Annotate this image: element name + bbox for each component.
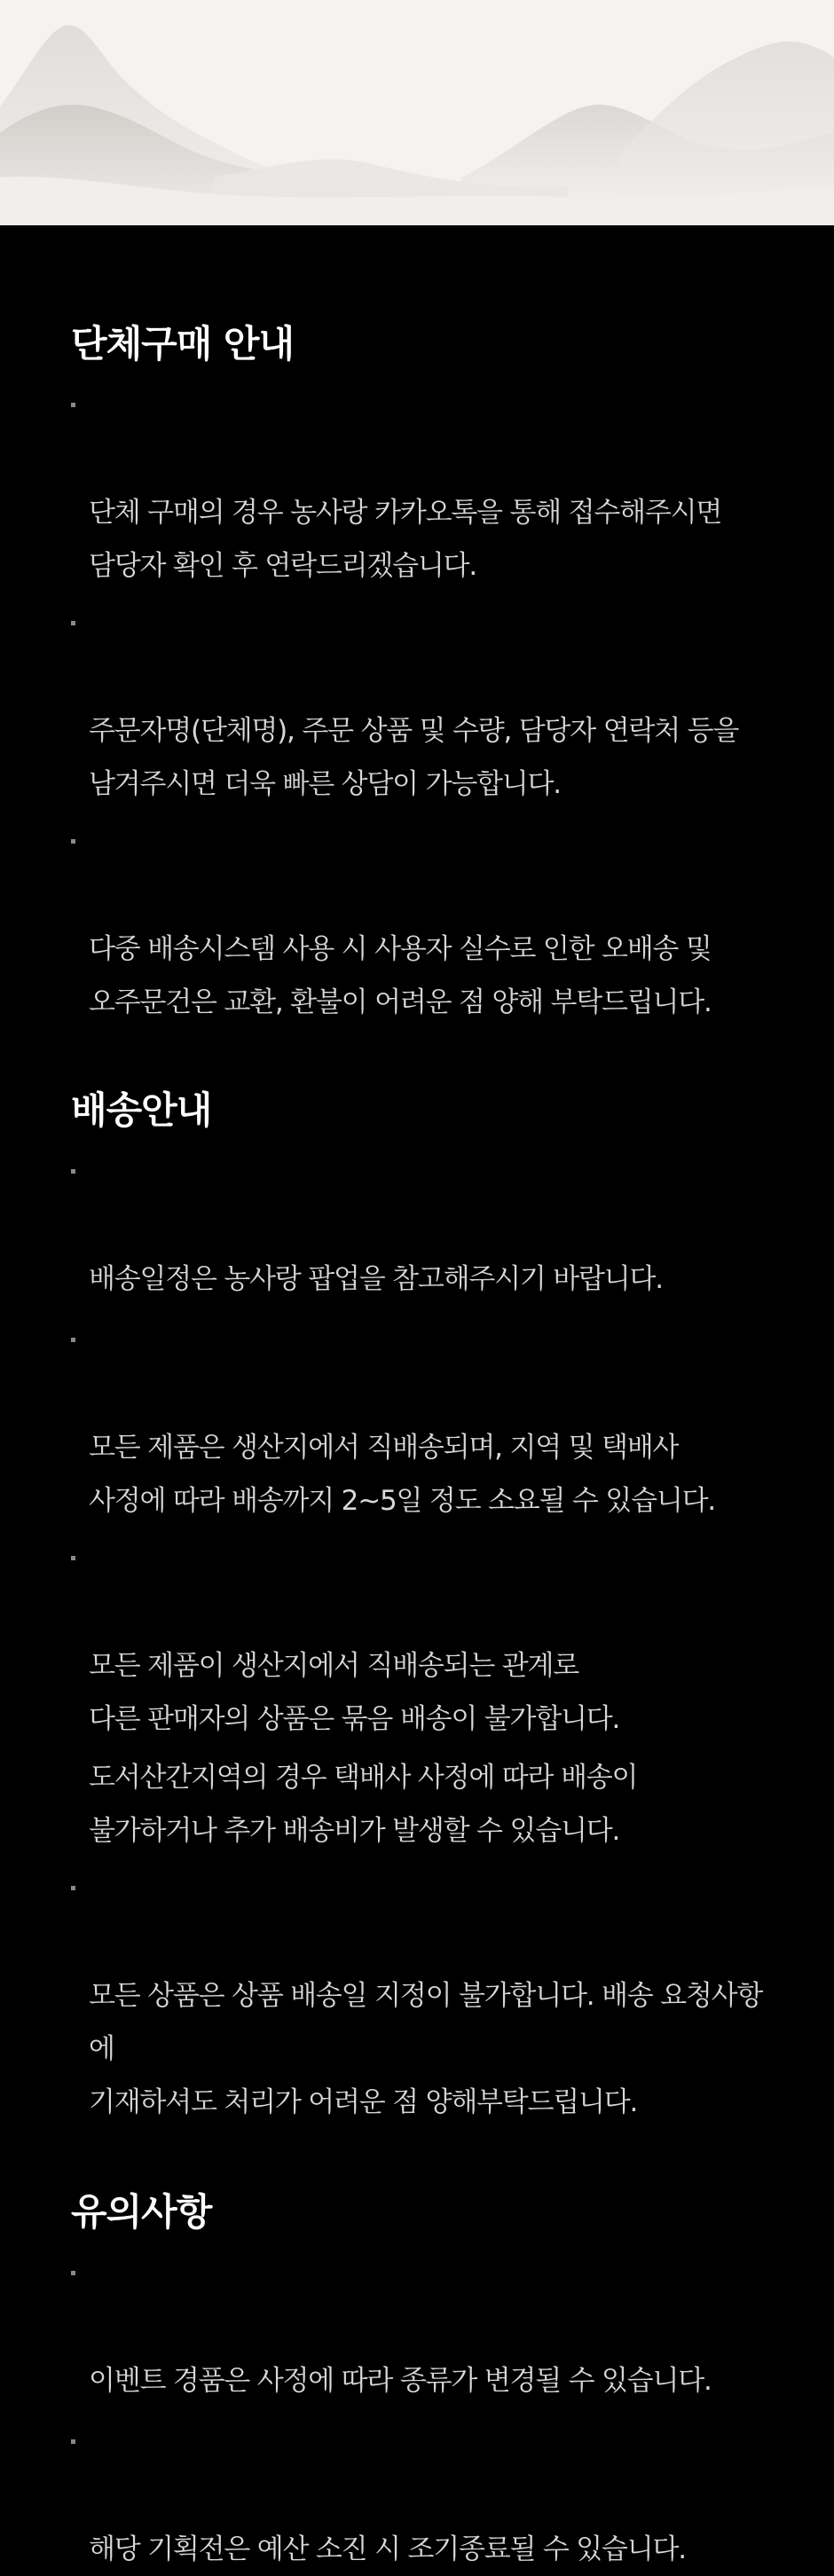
info-content xyxy=(0,225,834,2565)
list-item-text: 해당 기획전은 예산 소진 시 조기종료될 수 있습니다. xyxy=(89,2533,686,2565)
list-item-text: 모든 제품이 생산지에서 직배송되는 관계로 다른 판매자의 상품은 묶음 배송이 불가합니다. xyxy=(89,1650,620,1735)
list-item xyxy=(71,380,781,593)
notice-section xyxy=(71,2186,781,2576)
list-item xyxy=(71,1315,781,1528)
list-item-text: 주문자명(단체명), 주문 상품 및 수량, 담당자 연락처 등을 남겨주시면 더욱 빠른 상담이 가능합니다. xyxy=(89,715,739,800)
bullet-icon xyxy=(71,1169,75,1174)
list-item xyxy=(71,1146,781,1306)
bullet-icon xyxy=(71,621,75,625)
bullet-icon xyxy=(71,2439,75,2444)
bullet-icon xyxy=(71,1556,75,1560)
group-purchase-section xyxy=(71,318,781,1029)
mountain-banner xyxy=(0,0,834,225)
delivery-note: 도서산간지역의 경우 택배사 사정에 따라 배송이 불가하거나 추가 배송비가 발생할 수 있습니다. xyxy=(89,1762,638,1847)
mountain-landscape-image xyxy=(0,0,834,225)
list-item xyxy=(71,816,781,1029)
bullet-icon xyxy=(71,2271,75,2275)
section-title-delivery: 배송안내 xyxy=(71,1088,212,1132)
bullet-icon xyxy=(71,839,75,844)
list-item xyxy=(71,598,781,811)
list-item xyxy=(71,1863,781,2129)
bullet-icon xyxy=(71,403,75,407)
list-item xyxy=(71,1533,781,1746)
list-item-text: 다중 배송시스템 사용 시 사용자 실수로 인한 오배송 및 오주문건은 교환, 환불이 어려운 점 양해 부탁드립니다. xyxy=(89,933,712,1018)
delivery-section xyxy=(71,1084,781,2129)
list-item-text: 배송일정은 농사랑 팝업을 참고해주시기 바랍니다. xyxy=(89,1263,663,1295)
bullet-icon xyxy=(71,1886,75,1890)
list-item-text: 모든 제품은 생산지에서 직배송되며, 지역 및 택배사 사정에 따라 배송까지 2~5일 정도 소요될 수 있습니다. xyxy=(89,1432,715,1517)
section-title-notice: 유의사항 xyxy=(71,2190,212,2234)
list-item xyxy=(71,2416,781,2576)
section-title-group-purchase: 단체구매 안내 xyxy=(71,322,295,365)
list-item-text: 단체 구매의 경우 농사랑 카카오톡을 통해 접수해주시면 담당자 확인 후 연락드리겠습니다. xyxy=(89,497,722,582)
list-item-text: 모든 상품은 상품 배송일 지정이 불가합니다. 배송 요청사항에 기재하셔도 처리가 어려운 점 양해부탁드립니다. xyxy=(89,1980,763,2118)
list-item xyxy=(71,2248,781,2407)
list-item-text: 이벤트 경품은 사정에 따라 종류가 변경될 수 있습니다. xyxy=(89,2365,712,2397)
bullet-icon xyxy=(71,1338,75,1342)
